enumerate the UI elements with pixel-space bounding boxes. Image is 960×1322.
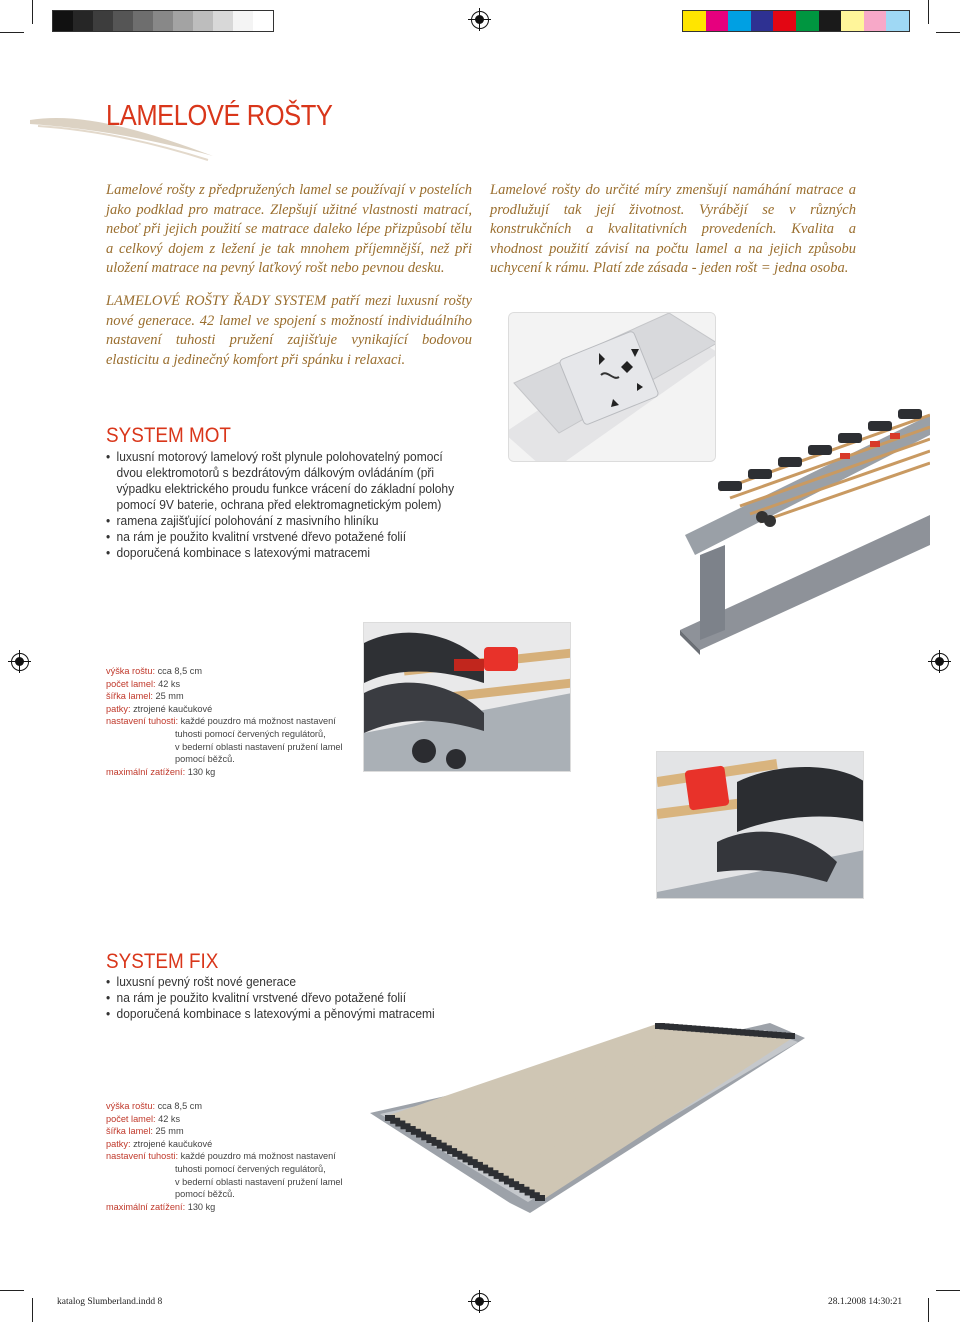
system-fix-features [106, 974, 486, 1022]
spec-value: v bederní oblasti nastavení pružení lamel [175, 741, 343, 752]
spec-value: 42 ks [155, 678, 181, 689]
spec-value: tuhosti pomocí červených regulátorů, [175, 1163, 326, 1174]
fixed-slatted-frame-image [360, 1018, 810, 1218]
crop-mark [928, 1298, 929, 1322]
spec-value: tuhosti pomocí červených regulátorů, [175, 728, 326, 739]
crop-mark [32, 1298, 33, 1322]
slug-filename: katalog Slumberland.indd 8 [57, 1297, 163, 1307]
spec-label: šířka lamel: [106, 1126, 153, 1137]
system-fix-specs [106, 1100, 343, 1213]
spec-value: cca 8,5 cm [155, 666, 202, 676]
slat-holder [785, 1033, 795, 1039]
spec-value: ztrojené kaučukové [130, 1138, 213, 1149]
list-item: • luxusní motorový lamelový rošt plynule polohovatelný pomocí dvou elektromotorů s bezdrátovým dálkovým ovládáním (při výpadku elektrického proudu funkce vrácení do základní polohy pomocí 9V baterie, ochrana před elektromagnetickým polem) [106, 449, 461, 513]
system-series-text: patří mezi luxusní rošty nové generace. 42 lamel ve spojení s možností individuálního nastavení tuhosti pružení zajišťuje vynikající bodovou elasticitu a jedinečný komfort při spánku i relaxaci. [106, 293, 472, 368]
spec-value: ztrojené kaučukové [130, 703, 213, 714]
crop-mark [32, 0, 33, 24]
crop-mark [928, 0, 929, 24]
system-series-paragraph [106, 292, 472, 370]
crop-mark [936, 32, 960, 33]
spec-label: patky: [106, 703, 131, 714]
spec-value: 25 mm [152, 691, 184, 702]
motorized-slatted-frame-image [600, 395, 930, 655]
page-title: LAMELOVÉ ROŠTY [106, 100, 333, 132]
intro-paragraph-left: Lamelové rošty z předpružených lamel se používají v postelích jako podklad pro matrace. Zlepšují užitné vlastnosti matrací, neboť při jejich použití se matrace daleko lépe přizpůsobí tělu a celkový dojem z ležení je tak mnohem příjemnější, než při uložení matrace na pevný laťkový rošt nebo pevnou desku. [106, 182, 472, 276]
spec-value: každé pouzdro má možnost nastavení [178, 1151, 336, 1162]
spec-value: 25 mm [152, 1126, 184, 1137]
intro-paragraph-right: Lamelové rošty do určité míry zmenšují namáhání matrace a prodlužují tak její životnost. Vyrábějí se v různých konstrukčních a kvalitativních provedeních. Kvalita a vhodnost použití závisí na počtu lamel a na jejich způsobu uchycení k rámu. Platí zde zásada - jeden rošt = jedna osoba. [490, 182, 856, 276]
list-item: • doporučená kombinace s latexovými a pěnovými matracemi [106, 1006, 471, 1022]
list-item: • na rám je použito kvalitní vrstvené dřevo potažené folií [106, 990, 471, 1006]
system-fix-heading: SYSTEM FIX [106, 950, 219, 973]
list-item: • na rám je použito kvalitní vrstvené dřevo potažené folií [106, 529, 461, 545]
list-item: • doporučená kombinace s latexovými matracemi [106, 545, 461, 561]
spec-value: 42 ks [155, 1113, 181, 1124]
spec-value: cca 8,5 cm [155, 1101, 202, 1111]
crop-mark [0, 1290, 24, 1291]
spec-label: nastavení tuhosti: [106, 716, 179, 727]
list-item: • luxusní pevný rošt nové generace [106, 974, 471, 990]
spec-label: patky: [106, 1138, 131, 1149]
registration-mark-left [11, 653, 29, 671]
system-series-lead: LAMELOVÉ ROŠTY ŘADY SYSTEM [106, 293, 327, 309]
spec-value: pomocí běžců. [175, 1189, 235, 1200]
list-item: • ramena zajišťující polohování z masivního hliníku [106, 513, 461, 529]
spec-value: 130 kg [185, 766, 216, 777]
registration-mark-bottom [471, 1293, 489, 1311]
process-color-bar [682, 10, 910, 32]
spec-value: pomocí běžců. [175, 754, 235, 765]
system-mot-features [106, 449, 476, 561]
spec-label: počet lamel: [106, 1113, 156, 1124]
spec-value: v bederní oblasti nastavení pružení lamel [175, 1176, 343, 1187]
registration-mark-top [471, 11, 489, 29]
crop-mark [936, 1290, 960, 1291]
system-mot-heading: SYSTEM MOT [106, 424, 231, 447]
registration-mark-right [931, 653, 949, 671]
slat-holder [535, 1195, 545, 1201]
system-mot-specs [106, 665, 343, 778]
spec-label: nastavení tuhosti: [106, 1151, 179, 1162]
crop-mark [0, 32, 24, 33]
slug-timestamp: 28.1.2008 14:30:21 [828, 1297, 903, 1307]
spec-label: maximální zatížení: [106, 766, 186, 777]
spec-label: maximální zatížení: [106, 1201, 186, 1212]
slat-holder-closeup-photo [363, 622, 571, 772]
slat-regulator-closeup-photo [656, 751, 864, 899]
spec-value: 130 kg [185, 1201, 216, 1212]
grayscale-color-bar [52, 10, 274, 32]
spec-label: výška roštu: [106, 666, 156, 676]
spec-label: výška roštu: [106, 1101, 156, 1111]
spec-value: každé pouzdro má možnost nastavení [178, 716, 336, 727]
spec-label: šířka lamel: [106, 691, 153, 702]
spec-label: počet lamel: [106, 678, 156, 689]
